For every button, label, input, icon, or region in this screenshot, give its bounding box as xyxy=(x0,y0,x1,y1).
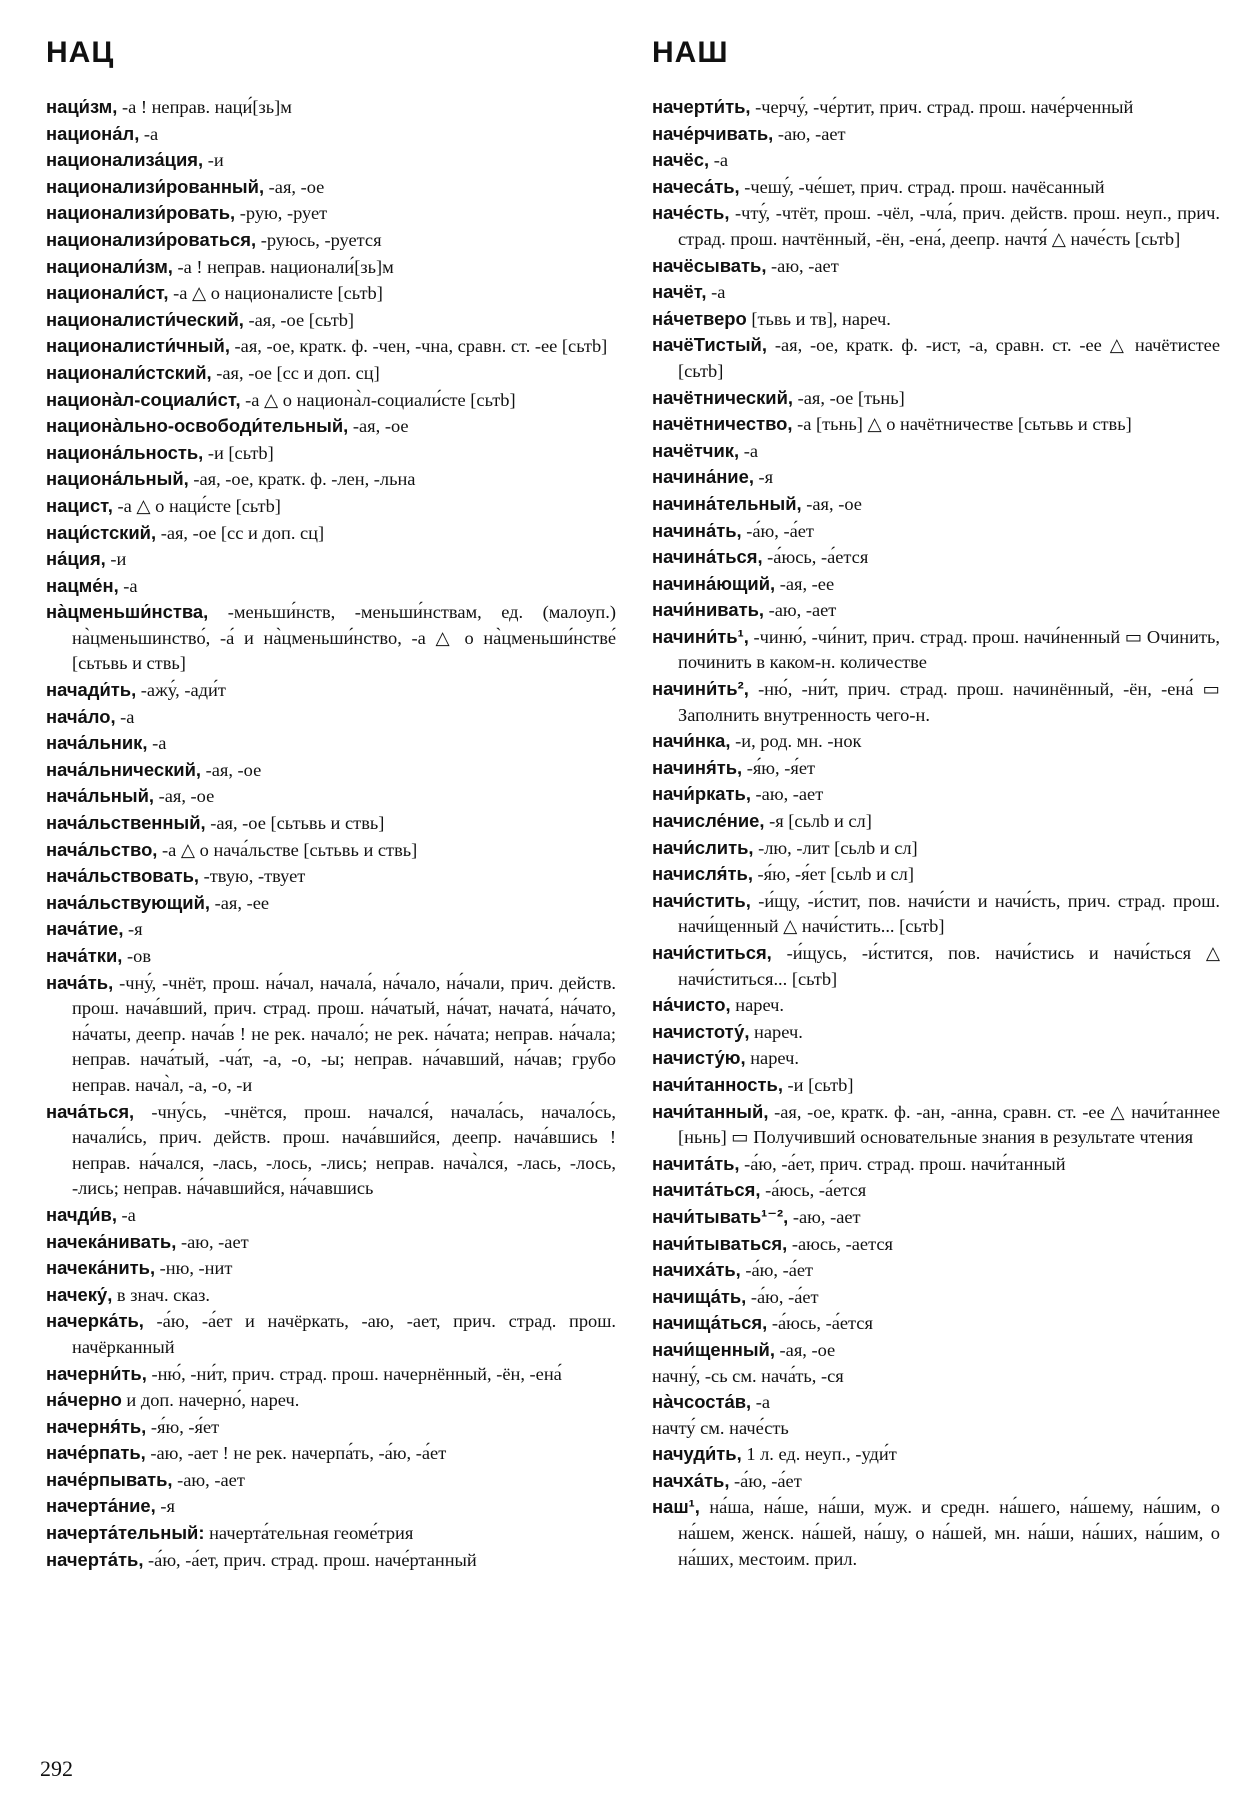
entry-definition: -а́ю, -а́ет, прич. страд. прош. наче́ртанный xyxy=(143,1549,477,1570)
entry-definition: -и [сьтb] xyxy=(782,1074,854,1095)
dictionary-entry xyxy=(46,810,616,837)
entry-headword: наче́сть, xyxy=(652,202,730,224)
dictionary-entry xyxy=(652,571,1220,598)
entry-headword: начина́ние, xyxy=(652,466,754,488)
dictionary-entry xyxy=(652,1204,1220,1231)
entry-definition: -ню, -нит xyxy=(155,1258,233,1279)
running-header-right: НАШ xyxy=(652,36,729,69)
entry-definition: -я xyxy=(753,467,774,488)
entry-definition: -аю, -ает xyxy=(773,123,846,144)
dictionary-entry xyxy=(46,280,616,307)
entry-definition: -а xyxy=(116,1204,136,1225)
entry-headword: нача́льствовать, xyxy=(46,865,200,887)
entry-definition: -ая, -ое [тьнь] xyxy=(793,387,905,408)
entry-definition: -а xyxy=(739,440,758,461)
dictionary-entry xyxy=(46,1520,616,1547)
entry-definition: -чну́сь, -чнётся, прош. начался́, начала́сь, начало́сь, начали́сь, прич. действ. прош. нача́вшийся, деепр. нача́вшись ! неправ. на́чался, -лась, -лось, -лись; неправ. нача̀лся, -лась, -лось, -лись; неправ. на́чавшийся, на́чавшись xyxy=(72,1101,616,1199)
dictionary-entry xyxy=(46,333,616,360)
dictionary-entry xyxy=(652,1310,1220,1337)
entry-headword: начерти́ть, xyxy=(652,96,751,117)
entry-headword: начи́стить, xyxy=(652,889,751,911)
entry-headword: начисля́ть, xyxy=(652,863,753,885)
entry-definition: -ню́, -ни́т, прич. страд. прош. начинённый, -ён, -ена́ ▭ Заполнить внутренность чего-н. xyxy=(678,679,1220,725)
entry-definition: -а [тьнь] △ о начётничестве [сьтьвь и ствь] xyxy=(792,414,1132,435)
entry-definition: -ов xyxy=(122,946,152,966)
dictionary-entry xyxy=(46,599,616,677)
entry-headword: наче́рпывать, xyxy=(46,1468,173,1490)
entry-headword: национа̀льно-освободи́тельный, xyxy=(46,415,349,437)
entry-headword: начеса́ть, xyxy=(652,175,740,197)
entry-definition: -аюсь, -ается xyxy=(787,1233,893,1254)
dictionary-entry xyxy=(46,1387,616,1414)
entry-definition: -чту́, -чтёт, прош. -чёл, -чла́, прич. действ. прош. неуп., прич. страд. прош. начтённый, -ён, -ена́, деепр. начтя́ △ наче́сть [сьтb] xyxy=(678,203,1220,249)
entry-headword: нацме́н, xyxy=(46,574,119,596)
entry-definition: -чну́, -чнёт, прош. на́чал, начала́, на́чало, на́чали, прич. действ. прош. нача́вший, прич. страд. прош. на́чатый, на́чат, начата́, на́чато, на́чаты, деепр. нача́в ! не рек. начало́; не рек. на́чата; неправ. на́чала; неправ. нача́тый, -ча́т, -а, -о, -ы; неправ. на́чавший, на́чав; грубо неправ. нача̀л, -а, -о, -и xyxy=(72,972,616,1095)
entry-definition: -а ! неправ. национали́[зь]м xyxy=(172,256,394,277)
dictionary-entry xyxy=(46,466,616,493)
entry-definition: -аю, -ает xyxy=(176,1231,249,1252)
entry-definition: -а △ о наци́сте [сьтb] xyxy=(112,495,281,516)
dictionary-entry xyxy=(652,1389,1220,1416)
entry-definition: -а xyxy=(147,733,167,754)
dictionary-entry xyxy=(46,1202,616,1229)
dictionary-entry xyxy=(652,1494,1220,1572)
dictionary-entry xyxy=(46,730,616,757)
entry-definition: -ая, -ое [сьтьвь и ствь] xyxy=(205,813,385,834)
dictionary-entry xyxy=(652,253,1220,280)
entry-headword: начи́нка, xyxy=(652,730,731,752)
entry-definition: -меньши́нств, -меньши́нствам, ед. (малоуп.) на̀цменьшинство́, -а́ и на̀цменьши́нство, -а △ о на̀цменьши́нстве́ [сьтьвь и ствь] xyxy=(72,602,616,674)
entry-definition: -а xyxy=(139,123,159,144)
dictionary-entry xyxy=(652,332,1220,384)
entry-definition: -аю, -ает xyxy=(750,784,824,805)
dictionary-entry xyxy=(46,1547,616,1574)
entry-definition: -ая, -ое [сьтb] xyxy=(243,309,355,330)
entry-headword: начи́тывать¹⁻², xyxy=(652,1205,789,1227)
entry-headword: начерта́ть, xyxy=(46,1548,144,1570)
dictionary-entry xyxy=(46,677,616,704)
entry-headword: националисти́ческий, xyxy=(46,308,244,330)
entry-headword: на́черно xyxy=(46,1389,122,1411)
dictionary-entry xyxy=(46,1255,616,1282)
dictionary-entry xyxy=(652,94,1220,121)
entry-definition: -твую, -твует xyxy=(199,866,306,887)
entry-definition: -и́щу, -и́стит, пов. начи́сти и начи́сть, прич. страд. прош. начи́щенный △ начи́стить... [сьтb] xyxy=(678,890,1220,937)
entry-headword: начди́в, xyxy=(46,1203,117,1225)
entry-definition: -а́ю, -а́ет xyxy=(746,1286,819,1307)
entry-headword: национа́льность, xyxy=(46,441,204,463)
entry-definition: -аю, -ает ! не рек. начерпа́ть, -а́ю, -а́ет xyxy=(145,1443,447,1464)
entry-headword: начистоту́, xyxy=(652,1020,750,1042)
entry-definition: -ая, -ое, кратк. ф. -ан, -анна, сравн. ст. -ее △ начи́таннее [ньнь] ▭ Получивший основательные знания в результате чтения xyxy=(678,1101,1220,1148)
entry-headword: на̀чсоста́в, xyxy=(652,1391,752,1413)
dictionary-entry xyxy=(46,916,616,943)
entry-definition: -а́ю, -а́ет, прич. страд. прош. начи́танный xyxy=(739,1153,1066,1174)
dictionary-entry xyxy=(652,1151,1220,1178)
entry-headword: национали́зм, xyxy=(46,255,173,277)
dictionary-entry xyxy=(46,546,616,573)
entry-definition: -я́ю, -я́ет [сьлb и сл] xyxy=(752,864,914,885)
dictionary-entry xyxy=(46,254,616,281)
entry-definition: на́ша, на́ше, на́ши, муж. и средн. на́шего, на́шему, на́шим, о на́шем, женск. на́шей, на́шу, о на́шей, мн. на́ши, на́ших, на́шим, о на́ших, местоим. прил. xyxy=(678,1497,1220,1569)
entry-headword: начётчик, xyxy=(652,439,740,461)
dictionary-entry xyxy=(46,943,616,970)
entry-definition: -а́юсь, -а́ется xyxy=(762,547,869,568)
entry-definition: -а xyxy=(118,575,138,596)
entry-definition: начну́, -сь см. нача́ть, -ся xyxy=(652,1365,844,1386)
entry-headword: начёТистый, xyxy=(652,334,767,356)
entry-headword: начётничество, xyxy=(652,413,793,435)
dictionary-entry xyxy=(46,1493,616,1520)
entry-headword: наш¹, xyxy=(652,1496,700,1518)
dictionary-entry xyxy=(46,493,616,520)
dictionary-entry xyxy=(652,624,1220,676)
dictionary-entry xyxy=(652,174,1220,201)
page-number: 292 xyxy=(40,1756,73,1781)
entry-definition: -и́щусь, -и́стится, пов. начи́стись и начи́сться △ начи́ститься... [сьтb] xyxy=(678,943,1220,989)
entry-definition: -чешу́, -че́шет, прич. страд. прош. начёсанный xyxy=(739,176,1105,197)
dictionary-entry xyxy=(46,387,616,414)
entry-headword: на̀цменьши́нства, xyxy=(46,601,209,623)
entry-definition: -и xyxy=(105,549,127,570)
dictionary-entry xyxy=(652,306,1220,333)
entry-definition: -а́юсь, -а́ется xyxy=(767,1313,873,1334)
entry-headword: начита́ть, xyxy=(652,1152,740,1174)
dictionary-entry xyxy=(46,1467,616,1494)
left-column xyxy=(46,94,616,1573)
dictionary-entry xyxy=(46,704,616,731)
entry-definition: нареч. xyxy=(730,995,785,1016)
entry-definition: -а́юсь, -а́ется xyxy=(760,1180,867,1201)
entry-headword: наци́стский, xyxy=(46,521,157,543)
entry-headword: начерта́ние, xyxy=(46,1495,156,1517)
entry-headword: начека́нить, xyxy=(46,1257,156,1279)
entry-headword: начисту́ю, xyxy=(652,1047,746,1069)
entry-headword: нацист, xyxy=(46,494,113,516)
dictionary-entry xyxy=(652,491,1220,518)
entry-definition: -ая, -ое xyxy=(201,759,262,780)
entry-headword: националисти́чный, xyxy=(46,335,230,357)
dictionary-entry xyxy=(46,837,616,864)
entry-headword: начина́ть, xyxy=(652,519,742,541)
entry-headword: начи́нивать, xyxy=(652,599,764,621)
dictionary-entry xyxy=(46,970,616,1099)
entry-headword: начерта́тельный: xyxy=(46,1522,205,1544)
dictionary-entry xyxy=(46,174,616,201)
entry-definition: -ая, -ое xyxy=(348,416,409,437)
entry-definition: -а △ о националисте [сьтb] xyxy=(168,283,383,304)
dictionary-entry xyxy=(46,1440,616,1467)
entry-definition: -ая, -ее xyxy=(210,892,270,913)
entry-headword: нача́льство, xyxy=(46,838,158,860)
entry-headword: национализи́рованный, xyxy=(46,175,265,197)
entry-headword: национализа́ция, xyxy=(46,149,204,171)
entry-definition: -я́ю, -я́ет xyxy=(146,1416,220,1437)
entry-headword: начина́ться, xyxy=(652,546,763,568)
entry-definition: -и, род. мн. -нок xyxy=(730,731,862,752)
dictionary-entry xyxy=(652,1364,1220,1390)
entry-headword: начи́ститься, xyxy=(652,942,772,963)
dictionary-entry xyxy=(652,121,1220,148)
dictionary-entry xyxy=(46,227,616,254)
entry-headword: начи́ркать, xyxy=(652,783,751,805)
dictionary-entry xyxy=(46,440,616,467)
entry-headword: начётнический, xyxy=(652,386,794,408)
dictionary-entry xyxy=(652,544,1220,571)
entry-headword: начи́слить, xyxy=(652,836,754,858)
entry-headword: начёс, xyxy=(652,149,710,171)
entry-headword: начади́ть, xyxy=(46,679,137,701)
entry-definition: -аю, -ает xyxy=(766,255,839,276)
entry-headword: начища́ть, xyxy=(652,1285,747,1307)
entry-headword: начха́ть, xyxy=(652,1469,730,1491)
dictionary-entry xyxy=(652,1019,1220,1046)
entry-definition: -а́ю, -а́ет xyxy=(740,1260,814,1281)
entry-definition: -аю, -ает xyxy=(172,1469,245,1490)
dictionary-entry xyxy=(652,1045,1220,1072)
entry-definition: нареч. xyxy=(749,1021,803,1042)
entry-headword: начерня́ть, xyxy=(46,1415,147,1437)
entry-headword: начёсывать, xyxy=(652,254,767,276)
entry-definition: -а xyxy=(115,706,135,727)
dictionary-entry xyxy=(652,940,1220,992)
entry-definition: начерта́тельная геоме́трия xyxy=(204,1523,414,1544)
entry-headword: нача́тки, xyxy=(46,945,123,966)
entry-headword: начиня́ть, xyxy=(652,756,743,778)
dictionary-entry xyxy=(652,597,1220,624)
entry-definition: -ая, -ое xyxy=(774,1339,836,1360)
entry-definition: -а xyxy=(751,1392,771,1413)
dictionary-entry xyxy=(652,1441,1220,1468)
dictionary-entry xyxy=(652,1284,1220,1311)
dictionary-entry xyxy=(652,200,1220,252)
dictionary-entry xyxy=(46,360,616,387)
entry-definition: -аю, -ает xyxy=(764,600,837,621)
dictionary-entry xyxy=(652,888,1220,940)
entry-headword: начерни́ть, xyxy=(46,1362,147,1384)
dictionary-entry xyxy=(46,1282,616,1309)
entry-headword: начеку́, xyxy=(46,1283,113,1305)
dictionary-entry xyxy=(46,413,616,440)
entry-headword: начисле́ние, xyxy=(652,810,765,832)
entry-headword: на́ция, xyxy=(46,548,106,570)
dictionary-entry xyxy=(46,573,616,600)
dictionary-entry xyxy=(652,1257,1220,1284)
entry-headword: начерка́ть, xyxy=(46,1310,144,1332)
dictionary-entry xyxy=(652,861,1220,888)
entry-definition: -ая, -ое xyxy=(801,493,862,514)
entry-headword: нача́льнический, xyxy=(46,758,202,780)
entry-definition: -и xyxy=(203,150,224,171)
entry-headword: нача́ло, xyxy=(46,705,116,727)
dictionary-entry xyxy=(652,411,1220,438)
dictionary-entry xyxy=(652,1231,1220,1258)
entry-definition: -ая, -ое xyxy=(154,786,215,807)
entry-headword: нача́ться, xyxy=(46,1100,135,1122)
entry-definition: -ая, -ое, кратк. ф. -лен, -льна xyxy=(188,469,416,490)
dictionary-entry xyxy=(652,781,1220,808)
entry-definition: -я [сьлb и сл] xyxy=(764,811,872,832)
entry-definition: -ая, -ое [сс и доп. сц] xyxy=(156,522,325,543)
dictionary-entry xyxy=(46,1414,616,1441)
entry-headword: на́чисто, xyxy=(652,994,731,1016)
dictionary-entry xyxy=(652,835,1220,862)
entry-headword: начища́ться, xyxy=(652,1312,768,1334)
dictionary-entry xyxy=(46,307,616,334)
entry-definition: -а △ о нача́льстве [сьтьвь и ствь] xyxy=(157,839,418,860)
dictionary-entry xyxy=(652,464,1220,491)
entry-definition: [тьвь и тв], нареч. xyxy=(746,308,891,329)
dictionary-entry xyxy=(652,1416,1220,1442)
entry-definition: -я xyxy=(155,1496,175,1517)
entry-headword: начёт, xyxy=(652,281,707,303)
dictionary-entry xyxy=(652,755,1220,782)
dictionary-entry xyxy=(46,783,616,810)
entry-headword: национа́л, xyxy=(46,122,140,144)
entry-headword: национа́льный, xyxy=(46,468,189,490)
entry-definition: нареч. xyxy=(745,1048,799,1069)
entry-definition: в знач. сказ. xyxy=(112,1284,211,1305)
entry-headword: нача́льствующий, xyxy=(46,891,211,913)
dictionary-entry xyxy=(46,121,616,148)
entry-definition: -а́ю, -а́ет и начёркать, -аю, -ает, прич. страд. прош. начёрканный xyxy=(72,1311,616,1357)
entry-definition: -ая, -ое [сс и доп. сц] xyxy=(211,362,380,383)
entry-definition: -ая, -ое xyxy=(264,176,325,197)
entry-headword: нача́льник, xyxy=(46,732,148,754)
entry-headword: начи́щенный, xyxy=(652,1338,775,1360)
entry-definition: -ая, -ое, кратк. ф. -ист, -а, сравн. ст. -ее △ начётистее [сьтb] xyxy=(678,335,1220,381)
entry-headword: национали́ст, xyxy=(46,282,169,304)
dictionary-entry xyxy=(652,728,1220,755)
dictionary-entry xyxy=(652,1072,1220,1099)
dictionary-entry xyxy=(652,1337,1220,1364)
entry-headword: национализи́роваться, xyxy=(46,228,257,250)
entry-headword: нача́льственный, xyxy=(46,812,206,834)
dictionary-entry xyxy=(46,200,616,227)
entry-headword: начини́ть², xyxy=(652,678,749,700)
entry-definition: -рую, -рует xyxy=(235,203,328,224)
dictionary-entry xyxy=(652,147,1220,174)
running-header-left: НАЦ xyxy=(46,36,115,69)
entry-headword: начини́ть¹, xyxy=(652,625,749,647)
entry-definition: -а́ю, -а́ет xyxy=(741,520,814,541)
dictionary-entry xyxy=(652,438,1220,465)
entry-headword: начи́танный, xyxy=(652,1100,769,1122)
entry-definition: начту́ см. наче́сть xyxy=(652,1417,789,1438)
entry-headword: наче́рчивать, xyxy=(652,122,774,144)
entry-headword: национа̀л-социали́ст, xyxy=(46,388,241,410)
entry-headword: на́четверо xyxy=(652,307,747,329)
dictionary-entry xyxy=(46,757,616,784)
dictionary-entry xyxy=(652,808,1220,835)
dictionary-entry xyxy=(46,863,616,890)
dictionary-entry xyxy=(46,520,616,547)
entry-headword: начина́ющий, xyxy=(652,572,776,594)
entry-definition: -а xyxy=(706,282,726,303)
right-column xyxy=(652,94,1220,1572)
entry-headword: наци́зм, xyxy=(46,96,118,117)
entry-headword: начека́нивать, xyxy=(46,1230,177,1252)
entry-definition: -а́ю, -а́ет xyxy=(729,1470,802,1491)
dictionary-entry xyxy=(652,992,1220,1019)
dictionary-entry xyxy=(46,1229,616,1256)
entry-definition: -черчу́, -че́ртит, прич. страд. прош. наче́рченный xyxy=(750,97,1134,117)
dictionary-entry xyxy=(46,1361,616,1388)
entry-headword: нача́тие, xyxy=(46,918,124,940)
dictionary-entry xyxy=(652,385,1220,412)
entry-definition: -а xyxy=(709,150,729,171)
dictionary-entry xyxy=(46,147,616,174)
entry-headword: начиха́ть, xyxy=(652,1259,741,1281)
entry-definition: -аю, -ает xyxy=(788,1206,861,1227)
entry-headword: наче́рпать, xyxy=(46,1442,146,1464)
entry-definition: -я́ю, -я́ет xyxy=(742,757,816,778)
dictionary-entry xyxy=(652,676,1220,728)
entry-definition: -ая, -ее xyxy=(775,573,835,594)
dictionary-entry xyxy=(46,94,616,121)
entry-definition: -чиню́, -чи́нит, прич. страд. прош. начи́ненный ▭ Очинить, починить в каком-н. количестве xyxy=(678,626,1220,673)
entry-definition: 1 л. ед. неуп., -уди́т xyxy=(741,1444,897,1465)
entry-definition: -ая, -ое, кратк. ф. -чен, -чна, сравн. ст. -ее [сьтb] xyxy=(229,336,608,357)
dictionary-entry xyxy=(652,279,1220,306)
entry-headword: нача́льный, xyxy=(46,785,154,807)
dictionary-entry xyxy=(652,518,1220,545)
entry-headword: начи́тываться, xyxy=(652,1232,788,1254)
entry-headword: национализи́ровать, xyxy=(46,202,236,224)
entry-definition: -ажу́, -ади́т xyxy=(136,680,226,701)
entry-headword: начина́тельный, xyxy=(652,492,802,514)
entry-headword: начи́танность, xyxy=(652,1073,783,1095)
dictionary-entry xyxy=(46,890,616,917)
dictionary-entry xyxy=(46,1308,616,1360)
entry-definition: -а ! неправ. наци́[зь]м xyxy=(117,97,292,117)
dictionary-entry xyxy=(46,1099,616,1202)
dictionary-entry xyxy=(652,1099,1220,1151)
entry-headword: национали́стский, xyxy=(46,361,212,383)
entry-headword: начита́ться, xyxy=(652,1179,761,1201)
dictionary-entry xyxy=(652,1177,1220,1204)
entry-definition: -я xyxy=(123,919,143,940)
entry-definition: -ню́, -ни́т, прич. страд. прош. начернённый, -ён, -ена́ xyxy=(146,1363,562,1384)
dictionary-entry xyxy=(652,1468,1220,1495)
entry-definition: -руюсь, -руется xyxy=(256,229,382,250)
entry-definition: и доп. начерно́, нареч. xyxy=(121,1390,300,1411)
entry-definition: -лю, -лит [сьлb и сл] xyxy=(753,837,918,858)
entry-definition: -и [сьтb] xyxy=(203,442,274,463)
entry-headword: нача́ть, xyxy=(46,971,114,993)
entry-headword: начуди́ть, xyxy=(652,1443,742,1465)
entry-definition: -а △ о национа̀л-социали́сте [сьтb] xyxy=(240,389,516,410)
